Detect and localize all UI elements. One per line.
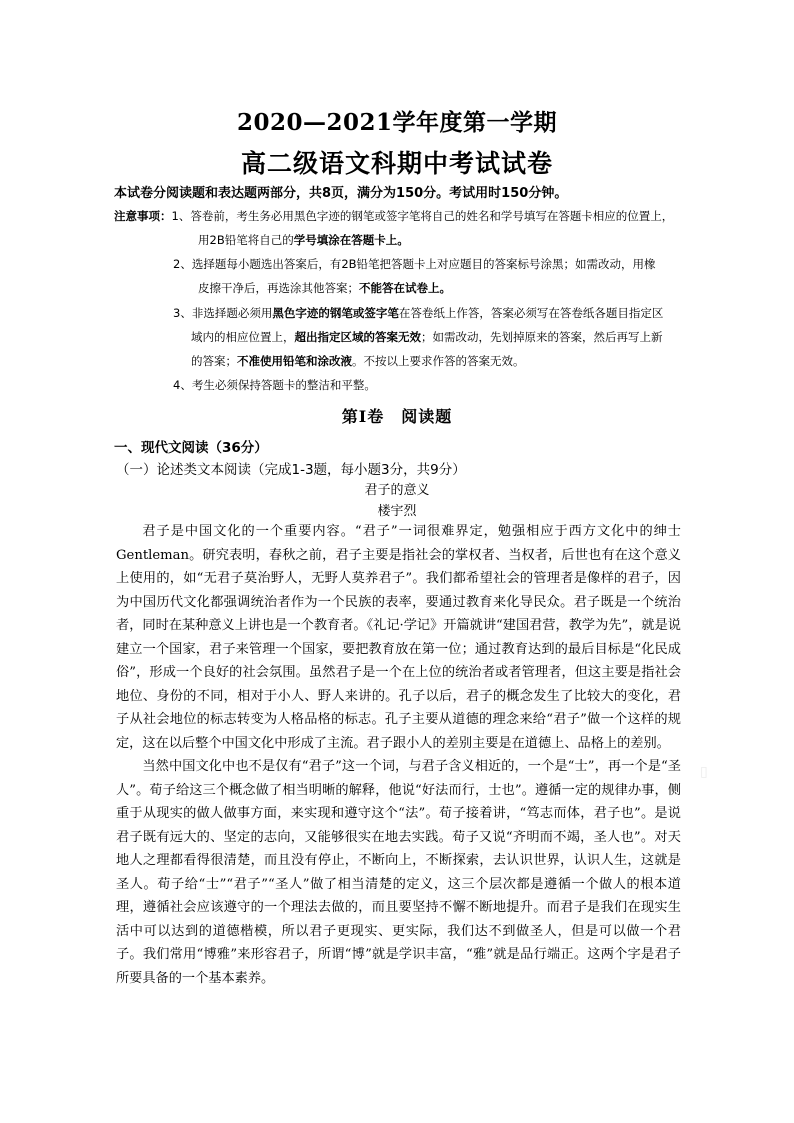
- exam-term-title: 2020—2021学年度第一学期: [236, 109, 558, 136]
- note-3-emphasis-a: 黑色字迹的钢笔或签字笔: [272, 306, 399, 320]
- note-3-emphasis-c: 不准使用铅笔和涂改液: [237, 354, 352, 368]
- note-3-text-a: 3、非选择题必须用: [173, 306, 273, 320]
- note-3-text-e: 的答案；: [191, 354, 237, 368]
- note-3-emphasis-b: 超出指定区域的答案无效: [294, 330, 421, 344]
- note-3-line-3: [191, 353, 525, 369]
- note-2-emphasis: 不能答在试卷上。: [359, 281, 451, 295]
- note-4: 4、考生必须保持答题卡的整洁和平整。: [173, 378, 376, 392]
- article-author: 楼宇烈: [377, 504, 417, 519]
- article-paragraph-1: 君子是中国文化的一个重要内容。“君子”一词很难界定，勉强相应于西方文化中的绅士Gentleman。研究表明，春秋之前，君子主要是指社会的掌权者、当权者，后世也有在这个意义上使用的，如“无君子莫治野人，无野人莫养君子”。我们都希望社会的管理者是像样的君子，因为中国历代文化都强调统治者作为一个民族的表率，要通过教育来化导民众。君子既是一个统治者，同时在某种意义上讲也是一个教育者。《礼记·学记》开篇就讲“建国君营，教学为先”，就是说建立一个国家，君子来管理一个国家，要把教育放在第一位；通过教育达到的最后目标是“化民成俗”，形成一个良好的社会氛围。虽然君子是一个在上位的统治者或者管理者，但这主要是指社会地位、身份的不同，相对于小人、野人来讲的。孔子以后，君子的概念发生了比较大的变化，君子从社会地位的标志转变为人格品格的标志。孔子主要从道德的理念来给“君子”做一个这样的规定，这在以后整个中国文化中形成了主流。君子跟小人的差别主要是在道德上、品格上的差别。: [116, 524, 681, 751]
- note-1-line-1: [114, 208, 673, 224]
- note-2-line-2: [198, 280, 451, 296]
- note-1-line-2: [198, 232, 409, 248]
- note-3-text-f: 。不按以上要求作答的答案无效。: [352, 354, 525, 368]
- subsection-heading: （一）论述类文本阅读（完成1-3题，每小题3分，共9分）: [116, 462, 466, 478]
- part-title: 第Ⅰ卷 阅读题: [341, 407, 453, 426]
- note-1-text: 1、答卷前，考生务必用黑色字迹的钢笔或签字笔将自己的姓名和学号填写在答题卡相应的位置上，: [171, 209, 674, 223]
- note-3-line-2: [191, 329, 663, 345]
- note-3-line-1: [173, 305, 663, 321]
- article-paragraph-2: 当然中国文化中也不是仅有“君子”这一个词，与君子含义相近的，一个是“士”，再一个是“圣人”。荀子给这三个概念做了相当明晰的解释，他说“好法而行，士也”。遵循一定的规律办事，侧重于从现实的做人做事方面，来实现和遵守这个“法”。荀子接着讲，“笃志而体，君子也”。是说君子既有远大的、坚定的志向，又能够很实在地去实践。荀子又说“齐明而不竭，圣人也”。对天地人之理都看得很清楚，而且没有停止，不断向上，不断探索，去认识世界，认识人生，这就是圣人。荀子给“士”“君子”“圣人”做了相当清楚的定义，这三个层次都是遵循一个做人的根本道理，遵循社会应该遵守的一个理法去做的，而且要坚持不懈不断地提升。而君子是我们在现实生活中可以达到的道德楷模，所以君子更现实、更实际，我们达不到做圣人，但是可以做一个君子。我们常用“博雅”来形容君子，所谓“博”就是学识丰富，“雅”就是品行端正。这两个字是君子所要具备的一个基本素养。: [116, 759, 681, 986]
- exam-paper-title: 高二级语文科期中考试试卷: [240, 149, 553, 178]
- section-heading: 一、现代文阅读（36分）: [114, 440, 268, 456]
- note-3-text-b: 在答卷纸上作答，答案必须写在答卷纸各题目指定区: [398, 306, 664, 320]
- article-title: 君子的意义: [364, 483, 430, 498]
- watermark-mark: ▯: [700, 764, 708, 780]
- note-2-text-cont: 皮擦干净后，再选涂其他答案；: [198, 281, 359, 295]
- notes-label: 注意事项：: [114, 209, 172, 223]
- note-2-line-1: 2、选择题每小题选出答案后，有2B铅笔把答题卡上对应题目的答案标号涂黑；如需改动，用橡: [173, 257, 656, 271]
- article-body: [116, 520, 681, 990]
- note-1-emphasis: 学号填涂在答题卡上。: [293, 233, 409, 247]
- exam-intro: 本试卷分阅读题和表达题两部分，共8页，满分为150分。考试用时150分钟。: [114, 186, 568, 201]
- note-3-text-c: 域内的相应位置上，: [191, 330, 295, 344]
- note-3-text-d: ；如需改动，先划掉原来的答案，然后再写上新: [421, 330, 663, 344]
- note-1-text-cont: 用2B铅笔将自己的: [198, 233, 294, 247]
